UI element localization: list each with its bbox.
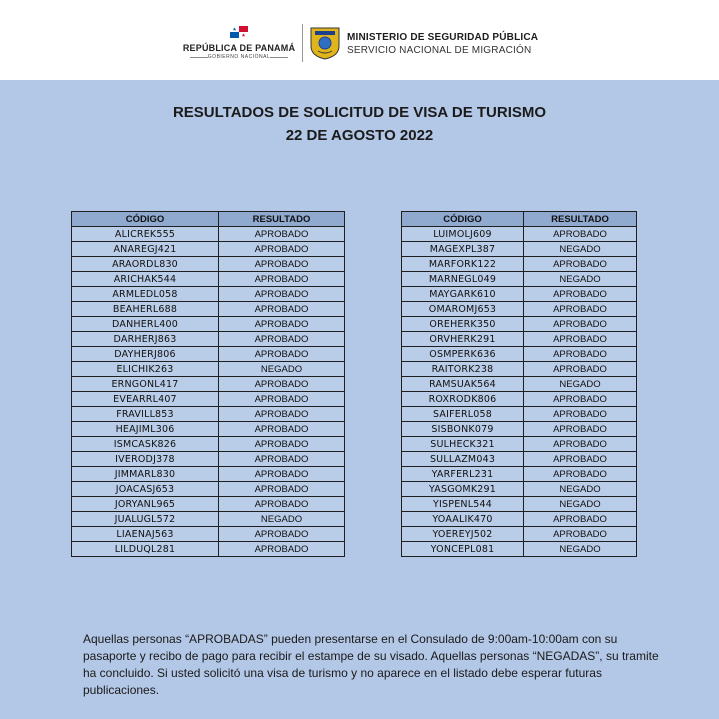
- result-cell: APROBADO: [524, 452, 637, 467]
- code-cell: SULLAZM043: [402, 452, 524, 467]
- result-cell: APROBADO: [524, 257, 637, 272]
- code-cell: ISMCASK826: [72, 437, 219, 452]
- code-cell: ERNGONL417: [72, 377, 219, 392]
- panama-flag-icon: [230, 26, 248, 38]
- result-cell: APROBADO: [219, 302, 345, 317]
- code-cell: ELICHIK263: [72, 362, 219, 377]
- code-cell: MARNEGL049: [402, 272, 524, 287]
- result-cell: APROBADO: [219, 377, 345, 392]
- code-cell: YOEREYJ502: [402, 527, 524, 542]
- gobierno-nacional-label: GOBIERNO NACIONAL: [207, 54, 271, 60]
- result-cell: APROBADO: [219, 227, 345, 242]
- code-cell: DANHERL400: [72, 317, 219, 332]
- divider-right: [270, 57, 288, 58]
- table-row: [72, 317, 345, 332]
- table-row: [402, 482, 637, 497]
- table-row: [402, 317, 637, 332]
- table-row: [402, 257, 637, 272]
- result-cell: APROBADO: [219, 437, 345, 452]
- header: [0, 0, 719, 80]
- code-cell: MARFORK122: [402, 257, 524, 272]
- result-cell: APROBADO: [219, 497, 345, 512]
- table-row: [402, 452, 637, 467]
- table-row: [402, 362, 637, 377]
- table-row: [402, 422, 637, 437]
- table-row: [72, 242, 345, 257]
- code-cell: ARICHAK544: [72, 272, 219, 287]
- table-row: [72, 407, 345, 422]
- result-cell: APROBADO: [219, 467, 345, 482]
- table-row: [72, 332, 345, 347]
- result-cell: APROBADO: [219, 272, 345, 287]
- code-cell: MAGEXPL387: [402, 242, 524, 257]
- service-name: SERVICIO NACIONAL DE MIGRACIÓN: [347, 45, 532, 56]
- code-cell: OREHERK350: [402, 317, 524, 332]
- result-cell: NEGADO: [524, 377, 637, 392]
- table-header-row: [72, 212, 345, 227]
- table-row: [72, 377, 345, 392]
- code-cell: ARAORDL830: [72, 257, 219, 272]
- results-table-left: [71, 211, 345, 557]
- code-cell: ORVHERK291: [402, 332, 524, 347]
- result-cell: APROBADO: [524, 467, 637, 482]
- code-column-header: CÓDIGO: [72, 212, 219, 227]
- code-cell: OSMPERK636: [402, 347, 524, 362]
- table-row: [402, 527, 637, 542]
- table-row: [402, 407, 637, 422]
- code-cell: EVEARRL407: [72, 392, 219, 407]
- table-row: [402, 497, 637, 512]
- result-cell: APROBADO: [219, 257, 345, 272]
- result-cell: NEGADO: [524, 242, 637, 257]
- code-cell: IVERODJ378: [72, 452, 219, 467]
- table-row: [402, 542, 637, 557]
- result-cell: APROBADO: [524, 227, 637, 242]
- result-cell: APROBADO: [524, 437, 637, 452]
- code-column-header: CÓDIGO: [402, 212, 524, 227]
- table-row: [402, 377, 637, 392]
- page-date: 22 DE AGOSTO 2022: [285, 127, 434, 144]
- code-cell: FRAVILL853: [72, 407, 219, 422]
- table-row: [72, 362, 345, 377]
- code-cell: MAYGARK610: [402, 287, 524, 302]
- table-header-row: [402, 212, 637, 227]
- table-row: [72, 497, 345, 512]
- table-row: [72, 467, 345, 482]
- result-column-header: RESULTADO: [524, 212, 637, 227]
- code-cell: JIMMARL830: [72, 467, 219, 482]
- table-row: [402, 512, 637, 527]
- code-cell: ALICREK555: [72, 227, 219, 242]
- table-row: [72, 542, 345, 557]
- table-row: [72, 422, 345, 437]
- table-row: [402, 227, 637, 242]
- result-cell: APROBADO: [219, 287, 345, 302]
- result-cell: APROBADO: [219, 332, 345, 347]
- code-cell: SAIFERL058: [402, 407, 524, 422]
- table-row: [72, 227, 345, 242]
- result-cell: NEGADO: [219, 362, 345, 377]
- code-cell: YOAALIK470: [402, 512, 524, 527]
- result-cell: APROBADO: [219, 407, 345, 422]
- table-row: [72, 482, 345, 497]
- results-table-right: [401, 211, 637, 557]
- code-cell: YONCEPL081: [402, 542, 524, 557]
- result-cell: APROBADO: [219, 422, 345, 437]
- table-row: [72, 512, 345, 527]
- table-row: [72, 527, 345, 542]
- table-row: [402, 347, 637, 362]
- result-cell: APROBADO: [524, 362, 637, 377]
- code-cell: SULHECK321: [402, 437, 524, 452]
- result-cell: APROBADO: [524, 287, 637, 302]
- result-cell: APROBADO: [524, 512, 637, 527]
- result-cell: APROBADO: [219, 392, 345, 407]
- table-row: [402, 437, 637, 452]
- table-row: [402, 272, 637, 287]
- code-cell: ROXRODK806: [402, 392, 524, 407]
- result-cell: APROBADO: [219, 482, 345, 497]
- result-cell: NEGADO: [524, 482, 637, 497]
- result-cell: APROBADO: [524, 392, 637, 407]
- code-cell: DAYHERJ806: [72, 347, 219, 362]
- header-divider: [302, 24, 303, 62]
- code-cell: LIAENAJ563: [72, 527, 219, 542]
- page-title: RESULTADOS DE SOLICITUD DE VISA DE TURISMO: [172, 104, 547, 121]
- code-cell: RAITORK238: [402, 362, 524, 377]
- table-row: [72, 287, 345, 302]
- table-row: [72, 347, 345, 362]
- table-row: [72, 272, 345, 287]
- code-cell: SISBONK079: [402, 422, 524, 437]
- code-cell: RAMSUAK564: [402, 377, 524, 392]
- code-cell: YASGOMK291: [402, 482, 524, 497]
- result-cell: APROBADO: [524, 422, 637, 437]
- result-cell: NEGADO: [524, 497, 637, 512]
- table-row: [402, 332, 637, 347]
- code-cell: YISPENL544: [402, 497, 524, 512]
- result-cell: APROBADO: [219, 347, 345, 362]
- result-cell: APROBADO: [524, 302, 637, 317]
- ministry-name: MINISTERIO DE SEGURIDAD PÚBLICA: [347, 32, 539, 43]
- code-cell: LILDUQL281: [72, 542, 219, 557]
- table-row: [72, 392, 345, 407]
- result-cell: APROBADO: [524, 407, 637, 422]
- result-cell: APROBADO: [219, 527, 345, 542]
- table-row: [72, 437, 345, 452]
- result-cell: APROBADO: [219, 542, 345, 557]
- table-row: [402, 287, 637, 302]
- code-cell: BEAHERL688: [72, 302, 219, 317]
- code-cell: JUALUGL572: [72, 512, 219, 527]
- table-row: [402, 302, 637, 317]
- table-row: [402, 467, 637, 482]
- code-cell: OMAROMJ653: [402, 302, 524, 317]
- migracion-seal-icon: [309, 26, 341, 60]
- result-cell: NEGADO: [524, 542, 637, 557]
- code-cell: HEAJIML306: [72, 422, 219, 437]
- republic-name: REPÚBLICA DE PANAMÁ: [182, 43, 296, 53]
- result-cell: APROBADO: [524, 332, 637, 347]
- result-cell: NEGADO: [219, 512, 345, 527]
- code-cell: YARFERL231: [402, 467, 524, 482]
- code-cell: ARMLEDL058: [72, 287, 219, 302]
- code-cell: DARHERJ863: [72, 332, 219, 347]
- result-column-header: RESULTADO: [219, 212, 345, 227]
- result-cell: APROBADO: [524, 527, 637, 542]
- code-cell: JORYANL965: [72, 497, 219, 512]
- table-row: [72, 452, 345, 467]
- result-cell: APROBADO: [219, 452, 345, 467]
- code-cell: JOACASJ653: [72, 482, 219, 497]
- code-cell: LUIMOLJ609: [402, 227, 524, 242]
- code-cell: ANAREGJ421: [72, 242, 219, 257]
- result-cell: NEGADO: [524, 272, 637, 287]
- result-cell: APROBADO: [524, 317, 637, 332]
- result-cell: APROBADO: [524, 347, 637, 362]
- result-cell: APROBADO: [219, 242, 345, 257]
- table-row: [402, 392, 637, 407]
- table-row: [72, 302, 345, 317]
- table-row: [402, 242, 637, 257]
- footer-note: Aquellas personas “APROBADAS” pueden presentarse en el Consulado de 9:00am-10:00am con su pasaporte y recibo de pago para recibir el estampe de su visado. Aquellas personas “NEGADAS”, su tramite ha concluido. Si usted solicitó una visa de turismo y no aparece en el listado debe esperar futuras publicaciones.: [83, 632, 659, 697]
- table-row: [72, 257, 345, 272]
- result-cell: APROBADO: [219, 317, 345, 332]
